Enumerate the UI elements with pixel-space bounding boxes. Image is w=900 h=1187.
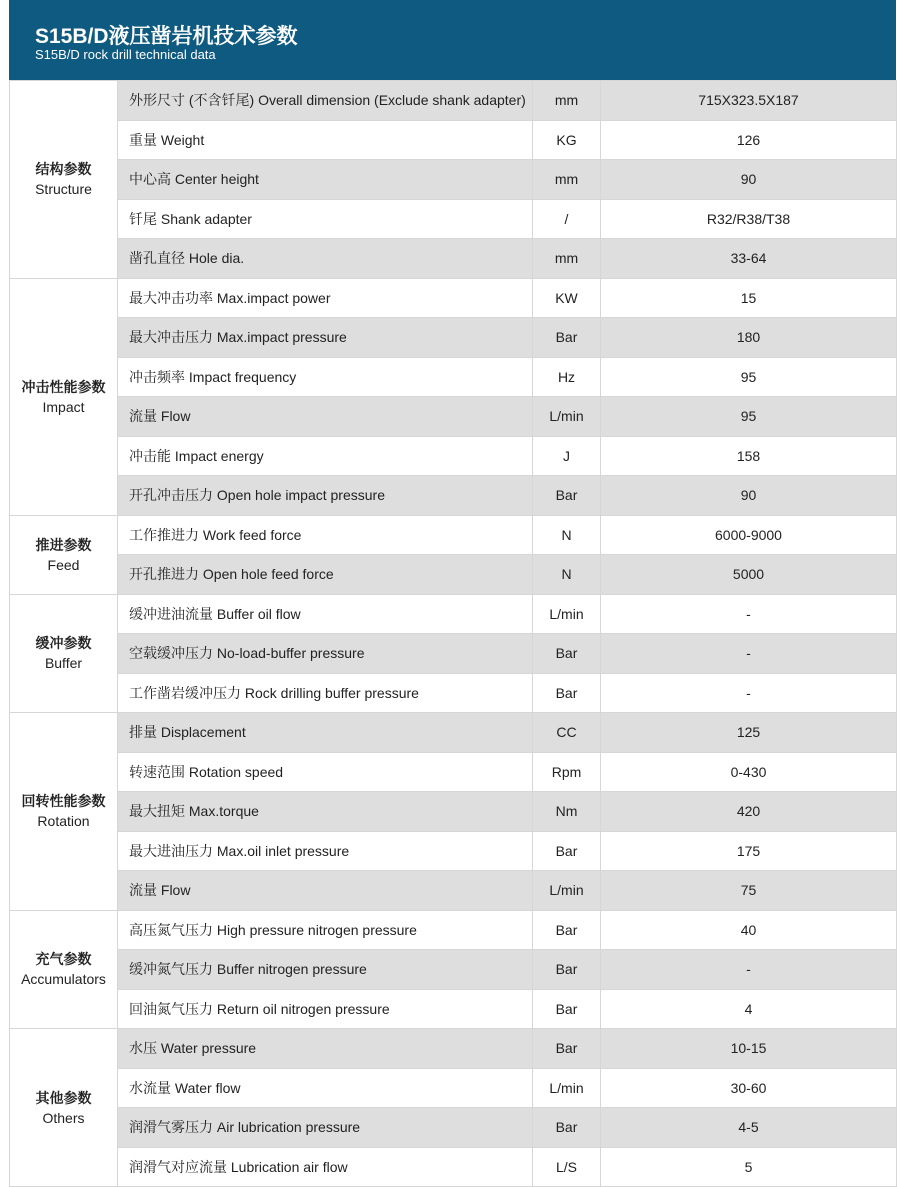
page-subtitle: S15B/D rock drill technical data [35, 47, 216, 62]
spec-table [9, 80, 897, 1187]
unit-cell: L/min [533, 1068, 601, 1108]
value-cell: 6000-9000 [601, 515, 897, 555]
group-label-cell [10, 81, 118, 279]
table-row [10, 278, 897, 318]
unit-cell: mm [533, 160, 601, 200]
table-row [10, 1029, 897, 1069]
page-title: S15B/D液压凿岩机技术参数 [35, 25, 298, 48]
unit-cell: N [533, 515, 601, 555]
group-name-zh: 充气参数 [35, 951, 92, 968]
table-row [10, 160, 897, 200]
table-row [10, 436, 897, 476]
unit-cell: J [533, 436, 601, 476]
value-cell: 40 [601, 910, 897, 950]
value-cell: 715X323.5X187 [601, 81, 897, 121]
param-cell: 最大进油压力 Max.oil inlet pressure [118, 831, 533, 871]
unit-cell: L/min [533, 397, 601, 437]
value-cell: 5 [601, 1147, 897, 1187]
param-cell: 回油氮气压力 Return oil nitrogen pressure [118, 989, 533, 1029]
group-name-en: Others [42, 1109, 85, 1126]
unit-cell: mm [533, 239, 601, 279]
table-row [10, 318, 897, 358]
group-name-en: Accumulators [21, 971, 106, 988]
value-cell: 95 [601, 357, 897, 397]
param-cell: 水压 Water pressure [118, 1029, 533, 1069]
unit-cell: CC [533, 713, 601, 753]
table-row [10, 831, 897, 871]
page-header [9, 0, 896, 80]
unit-cell: mm [533, 81, 601, 121]
unit-cell: Bar [533, 910, 601, 950]
table-row [10, 476, 897, 516]
param-cell: 重量 Weight [118, 120, 533, 160]
param-cell: 工作凿岩缓冲压力 Rock drilling buffer pressure [118, 673, 533, 713]
value-cell: - [601, 594, 897, 634]
table-row [10, 989, 897, 1029]
param-cell: 冲击频率 Impact frequency [118, 357, 533, 397]
param-cell: 最大冲击功率 Max.impact power [118, 278, 533, 318]
param-cell: 开孔冲击压力 Open hole impact pressure [118, 476, 533, 516]
table-row [10, 199, 897, 239]
value-cell: 75 [601, 871, 897, 911]
table-row [10, 397, 897, 437]
value-cell: 125 [601, 713, 897, 753]
group-label-cell [10, 713, 118, 911]
group-name-en: Structure [35, 181, 92, 198]
param-cell: 流量 Flow [118, 397, 533, 437]
param-cell: 最大扭矩 Max.torque [118, 792, 533, 832]
param-cell: 冲击能 Impact energy [118, 436, 533, 476]
group-name-zh: 冲击性能参数 [21, 378, 106, 395]
value-cell: 95 [601, 397, 897, 437]
value-cell: 180 [601, 318, 897, 358]
spec-table-body [10, 81, 897, 1187]
unit-cell: Bar [533, 634, 601, 674]
unit-cell: Bar [533, 1029, 601, 1069]
value-cell: - [601, 634, 897, 674]
group-name-en: Feed [47, 556, 80, 573]
value-cell: 4 [601, 989, 897, 1029]
param-cell: 高压氮气压力 High pressure nitrogen pressure [118, 910, 533, 950]
param-cell: 钎尾 Shank adapter [118, 199, 533, 239]
value-cell: 126 [601, 120, 897, 160]
table-row [10, 1147, 897, 1187]
group-label-cell [10, 278, 118, 515]
table-row [10, 81, 897, 121]
value-cell: 15 [601, 278, 897, 318]
table-row [10, 555, 897, 595]
param-cell: 排量 Displacement [118, 713, 533, 753]
param-cell: 外形尺寸 (不含钎尾) Overall dimension (Exclude shank adapter) [118, 81, 533, 121]
value-cell: 5000 [601, 555, 897, 595]
value-cell: 0-430 [601, 752, 897, 792]
table-row [10, 871, 897, 911]
unit-cell: / [533, 199, 601, 239]
group-name-zh: 结构参数 [35, 161, 92, 178]
value-cell: 30-60 [601, 1068, 897, 1108]
unit-cell: N [533, 555, 601, 595]
unit-cell: Bar [533, 831, 601, 871]
table-row [10, 120, 897, 160]
param-cell: 中心高 Center height [118, 160, 533, 200]
unit-cell: L/S [533, 1147, 601, 1187]
unit-cell: Hz [533, 357, 601, 397]
value-cell: 175 [601, 831, 897, 871]
unit-cell: Bar [533, 989, 601, 1029]
unit-cell: KW [533, 278, 601, 318]
table-row [10, 357, 897, 397]
param-cell: 凿孔直径 Hole dia. [118, 239, 533, 279]
value-cell: - [601, 673, 897, 713]
unit-cell: Bar [533, 476, 601, 516]
unit-cell: Nm [533, 792, 601, 832]
unit-cell: Bar [533, 318, 601, 358]
value-cell: 4-5 [601, 1108, 897, 1148]
table-row [10, 950, 897, 990]
value-cell: 90 [601, 476, 897, 516]
group-name-en: Impact [42, 398, 85, 415]
value-cell: R32/R38/T38 [601, 199, 897, 239]
group-name-zh: 推进参数 [35, 536, 92, 553]
value-cell: 90 [601, 160, 897, 200]
group-name-en: Rotation [37, 813, 90, 830]
table-row [10, 239, 897, 279]
group-label-cell [10, 910, 118, 1029]
value-cell: 10-15 [601, 1029, 897, 1069]
table-row [10, 634, 897, 674]
param-cell: 转速范围 Rotation speed [118, 752, 533, 792]
param-cell: 开孔推进力 Open hole feed force [118, 555, 533, 595]
param-cell: 润滑气对应流量 Lubrication air flow [118, 1147, 533, 1187]
param-cell: 工作推进力 Work feed force [118, 515, 533, 555]
table-row [10, 713, 897, 753]
unit-cell: L/min [533, 871, 601, 911]
group-name-zh: 回转性能参数 [21, 793, 106, 810]
unit-cell: Rpm [533, 752, 601, 792]
param-cell: 流量 Flow [118, 871, 533, 911]
unit-cell: KG [533, 120, 601, 160]
param-cell: 空载缓冲压力 No-load-buffer pressure [118, 634, 533, 674]
param-cell: 缓冲进油流量 Buffer oil flow [118, 594, 533, 634]
unit-cell: Bar [533, 673, 601, 713]
group-label-cell [10, 515, 118, 594]
unit-cell: L/min [533, 594, 601, 634]
unit-cell: Bar [533, 1108, 601, 1148]
group-name-en: Buffer [44, 655, 83, 672]
param-cell: 最大冲击压力 Max.impact pressure [118, 318, 533, 358]
table-row [10, 792, 897, 832]
value-cell: - [601, 950, 897, 990]
unit-cell: Bar [533, 950, 601, 990]
value-cell: 158 [601, 436, 897, 476]
table-row [10, 752, 897, 792]
group-name-zh: 缓冲参数 [35, 635, 92, 652]
group-label-cell [10, 1029, 118, 1187]
group-name-zh: 其他参数 [35, 1089, 92, 1106]
table-row [10, 910, 897, 950]
param-cell: 水流量 Water flow [118, 1068, 533, 1108]
table-row [10, 1108, 897, 1148]
value-cell: 33-64 [601, 239, 897, 279]
group-label-cell [10, 594, 118, 713]
table-row [10, 673, 897, 713]
table-row [10, 594, 897, 634]
param-cell: 润滑气雾压力 Air lubrication pressure [118, 1108, 533, 1148]
param-cell: 缓冲氮气压力 Buffer nitrogen pressure [118, 950, 533, 990]
value-cell: 420 [601, 792, 897, 832]
table-row [10, 515, 897, 555]
table-row [10, 1068, 897, 1108]
